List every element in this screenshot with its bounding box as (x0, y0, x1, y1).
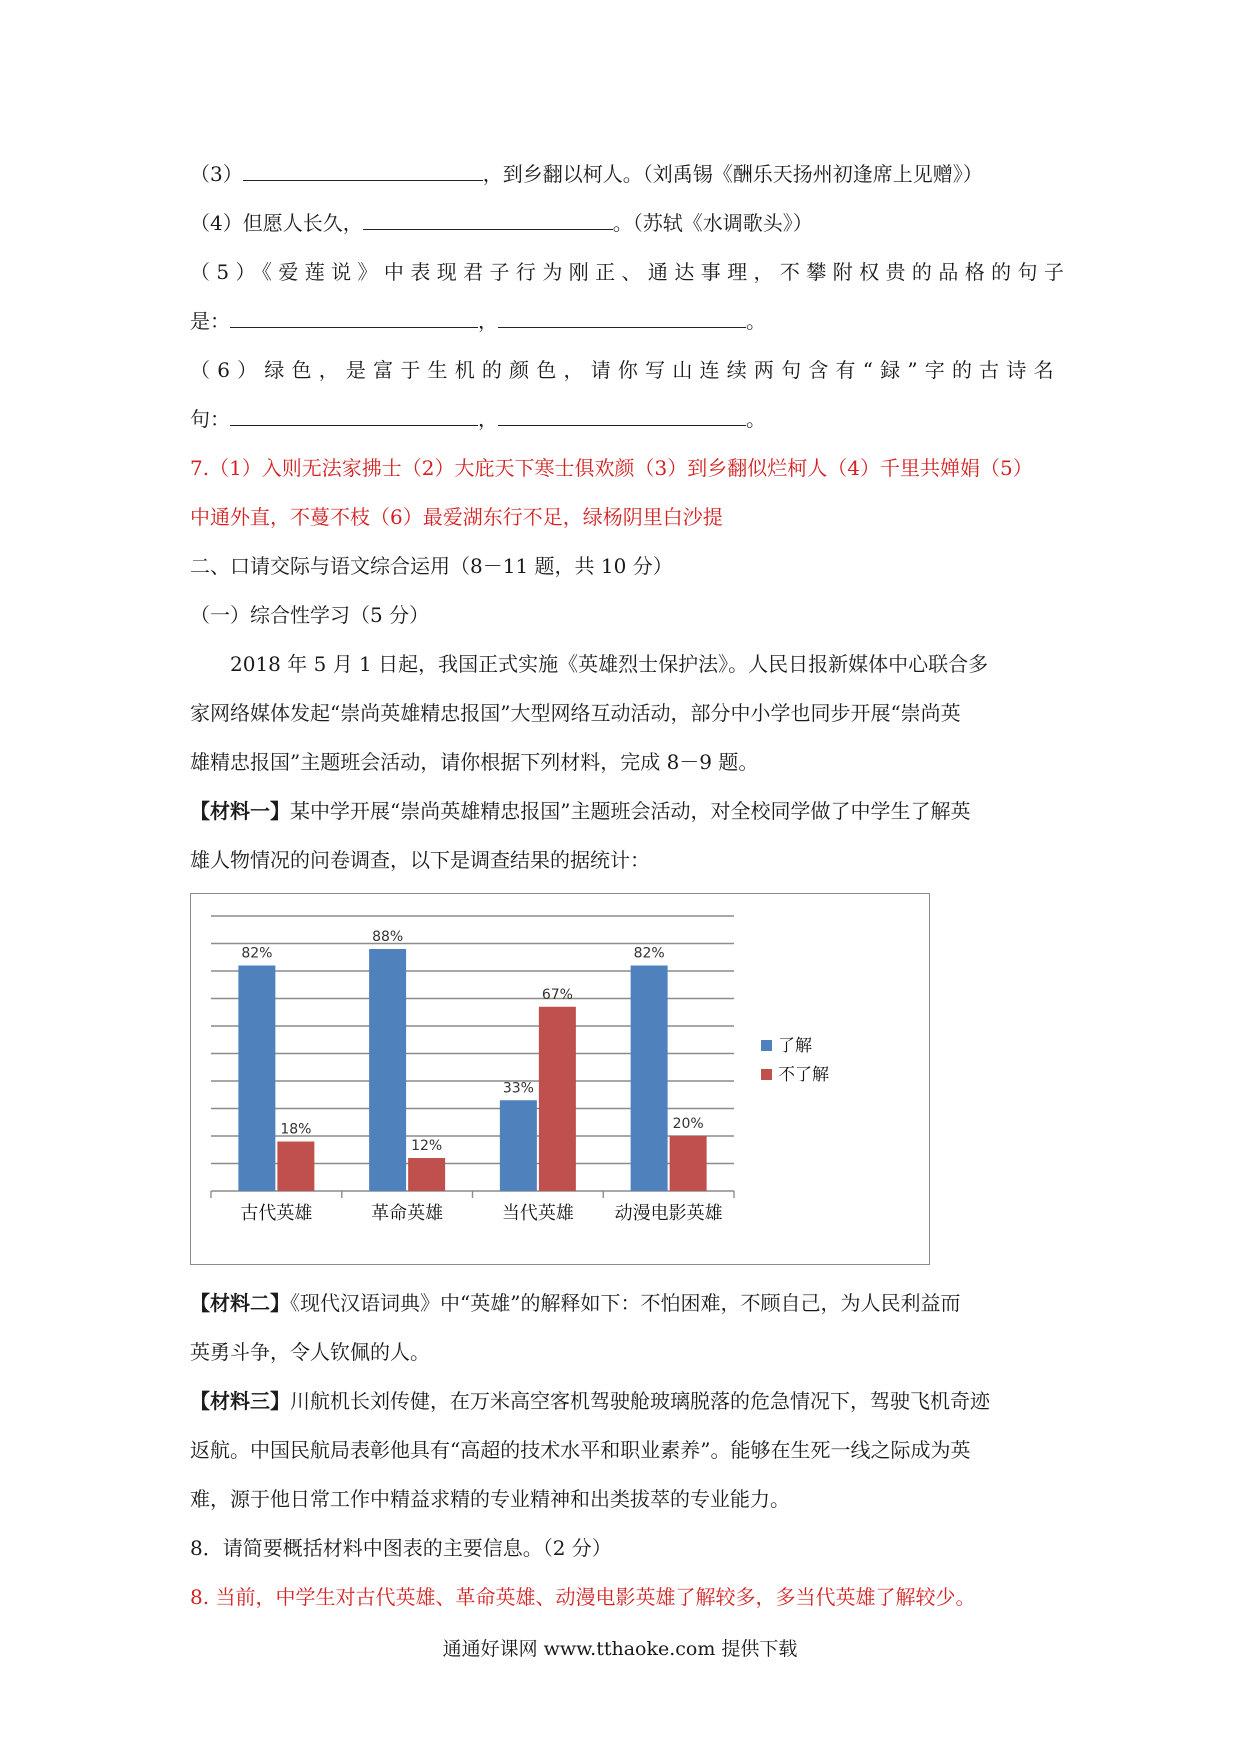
material-3-line-1 (190, 1387, 990, 1415)
bar-known (631, 966, 668, 1192)
bar-known (500, 1100, 537, 1191)
material-2-line-1 (190, 1289, 960, 1317)
chart-svg (191, 894, 928, 1263)
legend-label: 了解 (778, 1036, 812, 1056)
material-3-tag: 【材料三】 (190, 1389, 290, 1413)
item-3-number: （3） (190, 162, 243, 186)
answer-8: 8. 当前，中学生对古代英雄、革命英雄、动漫电影英雄了解较多，多当代英雄了解较少。 (190, 1585, 976, 1609)
item-5-blank-1[interactable] (230, 307, 478, 328)
data-label: 18% (280, 1121, 312, 1138)
data-label: 12% (411, 1138, 443, 1154)
material-1-line-1 (190, 797, 970, 825)
legend-swatch (761, 1069, 772, 1080)
item-3 (190, 160, 983, 188)
material-1-tag: 【材料一】 (190, 799, 290, 823)
category-label: 动漫电影英雄 (614, 1203, 723, 1224)
data-label: 82% (633, 945, 665, 962)
item-3-blank[interactable] (243, 160, 483, 181)
material-3-line-2: 返航。中国民航局表彰他具有“高超的技术水平和职业素养”。能够在生死一线之际成为英 (190, 1438, 971, 1462)
item-5-line-2 (190, 307, 766, 335)
bar-unknown (408, 1158, 445, 1191)
data-label: 33% (502, 1080, 534, 1097)
bar-unknown (670, 1136, 707, 1191)
page-footer: 通通好课网 www.tthaoke.com 提供下载 (442, 1638, 798, 1660)
category-label: 古代英雄 (240, 1203, 313, 1224)
bar-known (369, 949, 406, 1191)
answer-7-line-1: 7.（1）入则无法家拂士（2）大庇天下寒士俱欢颜（3）到乡翻似烂柯人（4）千里共婵娟（5） (190, 456, 1033, 480)
category-label: 当代英雄 (501, 1203, 574, 1224)
survey-bar-chart (190, 893, 930, 1265)
item-4 (190, 209, 813, 237)
intro-line-2: 家网络媒体发起“崇尚英雄精忠报国”大型网络互动活动，部分中小学也同步开展“崇尚英 (190, 701, 961, 725)
item-5-blank-2[interactable] (498, 307, 746, 328)
item-6-end: 。 (746, 407, 766, 431)
item-3-text: ，到乡翻以柯人。（刘禹锡《酬乐天扬州初逢席上见赠》） (482, 162, 983, 186)
bar-unknown (539, 1007, 576, 1191)
data-label: 88% (372, 929, 404, 945)
item-6-blank-1[interactable] (230, 405, 478, 426)
data-label: 82% (241, 945, 273, 962)
material-2-line-2: 英勇斗争，令人钦佩的人。 (190, 1340, 430, 1364)
section-heading: 二、口请交际与语文综合运用（8－11 题，共 10 分） (190, 554, 673, 578)
question-8: 8．请简要概括材料中图表的主要信息。（2 分） (190, 1536, 612, 1560)
item-6-prefix: 句： (190, 407, 230, 431)
item-5-line-1: （5）《爱莲说》中表现君子行为刚正、通达事理，不攀附权贵的品格的句子 (190, 260, 1071, 284)
intro-line-3: 雄精忠报国”主题班会活动，请你根据下列材料，完成 8－9 题。 (190, 750, 759, 774)
item-5-end: 。 (746, 309, 766, 333)
material-2-tag: 【材料二】 (190, 1291, 290, 1315)
legend-swatch (761, 1040, 772, 1051)
material-1-line-2: 雄人物情况的问卷调查，以下是调查结果的据统计： (190, 848, 650, 872)
material-3-text: 川航机长刘传健，在万米高空客机驾驶舱玻璃脱落的危急情况下，驾驶飞机奇迹 (290, 1389, 990, 1413)
answer-7-line-2: 中通外直，不蔓不枝（6）最爱湖东行不足，绿杨阴里白沙提 (190, 505, 723, 529)
item-6-line-2 (190, 405, 766, 433)
item-5-prefix: 是： (190, 309, 230, 333)
subsection-heading: （一）综合性学习（5 分） (190, 603, 430, 627)
item-4-blank[interactable] (363, 209, 613, 230)
item-6-line-1: （6）绿色，是富于生机的颜色，请你写山连续两句含有“録”字的古诗名 (190, 358, 1061, 382)
bar-known (238, 966, 275, 1192)
material-2-text: 《现代汉语词典》中“英雄”的解释如下：不怕困难，不顾自己，为人民利益而 (290, 1291, 961, 1315)
item-6-comma: ， (478, 407, 498, 431)
item-4-text-after: 。（苏轼《水调歌头》） (612, 211, 813, 235)
data-label: 20% (672, 1116, 704, 1132)
material-3-line-3: 难，源于他日常工作中精益求精的专业精神和出类拔萃的专业能力。 (190, 1487, 790, 1511)
bar-unknown (277, 1142, 314, 1192)
item-5-comma: ， (478, 309, 498, 333)
legend-label: 不了解 (778, 1065, 829, 1085)
item-4-text-before: （4）但愿人长久， (190, 211, 363, 235)
material-1-text: 某中学开展“崇尚英雄精忠报国”主题班会活动，对全校同学做了中学生了解英 (290, 799, 971, 823)
intro-line-1: 2018 年 5 月 1 日起，我国正式实施《英雄烈士保护法》。人民日报新媒体中心联合多 (230, 652, 989, 676)
data-label: 67% (541, 986, 573, 1003)
category-label: 革命英雄 (371, 1203, 444, 1224)
item-6-blank-2[interactable] (498, 405, 746, 426)
